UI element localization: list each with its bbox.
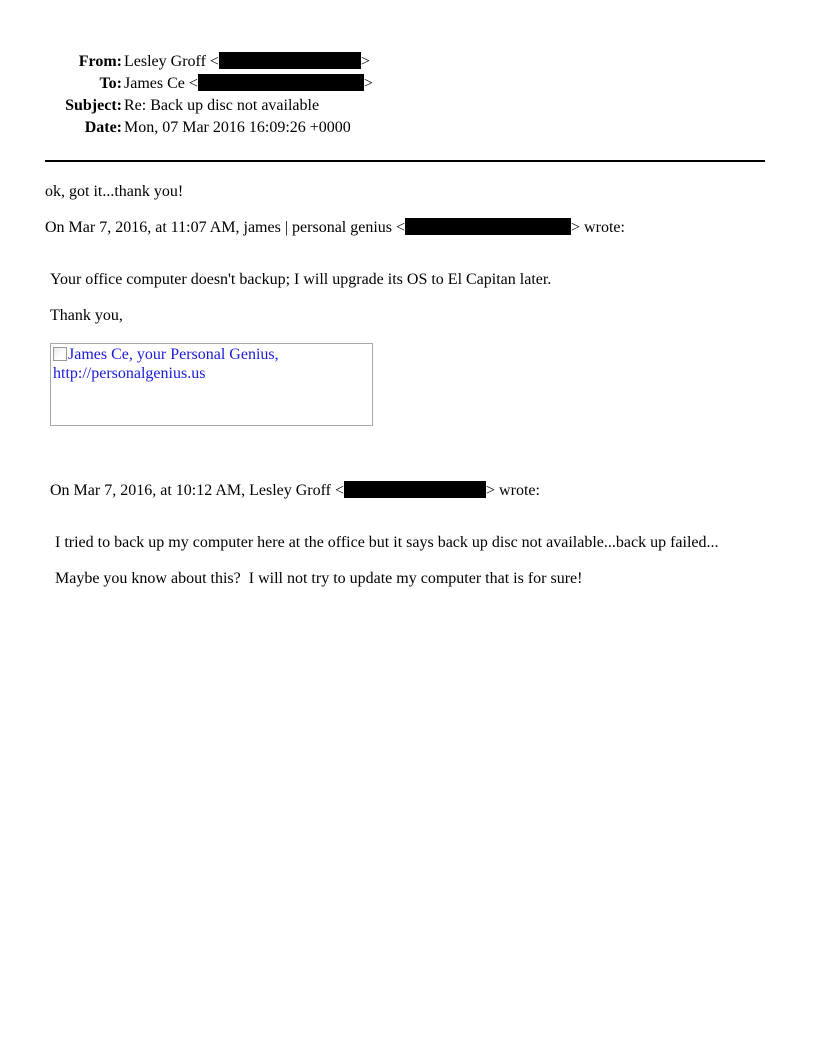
header-divider — [45, 160, 765, 162]
from-close: > — [360, 53, 370, 70]
to-close: > — [363, 75, 373, 92]
quote2-attribution-suffix: > wrote: — [486, 482, 540, 499]
quote2-attribution — [50, 481, 540, 501]
to-name: James Ce < — [124, 75, 198, 92]
quote1-line1: Your office computer doesn't backup; I will upgrade its OS to El Capitan later. — [50, 271, 552, 288]
redacted-email — [344, 481, 486, 498]
from-name: Lesley Groff < — [124, 53, 219, 70]
signature-alt-line1: James Ce, your Personal Genius, — [68, 346, 279, 363]
from-label: From: — [78, 53, 122, 70]
reply-text: ok, got it...thank you! — [45, 183, 184, 200]
to-value — [124, 74, 373, 94]
subject-label: Subject: — [65, 97, 122, 114]
signature-image-alt[interactable] — [53, 345, 370, 383]
quote1-line2: Thank you, — [50, 307, 123, 324]
quote1-attribution — [45, 218, 625, 238]
signature-alt-line2: http://personalgenius.us — [53, 365, 206, 382]
signature-image[interactable] — [50, 343, 373, 426]
to-label: To: — [99, 75, 122, 92]
quote2-attribution-prefix: On Mar 7, 2016, at 10:12 AM, Lesley Groff < — [50, 482, 345, 499]
quote1-attribution-suffix: > wrote: — [571, 219, 625, 236]
redacted-email — [219, 52, 361, 69]
quote2-line1: I tried to back up my computer here at the office but it says back up disc not available...back up failed... — [55, 534, 719, 551]
broken-image-icon — [53, 347, 67, 361]
date-label: Date: — [84, 119, 122, 136]
quote1-attribution-prefix: On Mar 7, 2016, at 11:07 AM, james | personal genius < — [45, 219, 406, 236]
from-value — [124, 52, 370, 72]
redacted-email — [405, 218, 571, 235]
subject-value: Re: Back up disc not available — [124, 97, 320, 114]
quote2-line2: Maybe you know about this? I will not try to update my computer that is for sure! — [55, 570, 583, 587]
date-value: Mon, 07 Mar 2016 16:09:26 +0000 — [124, 119, 351, 136]
redacted-email — [198, 74, 364, 91]
